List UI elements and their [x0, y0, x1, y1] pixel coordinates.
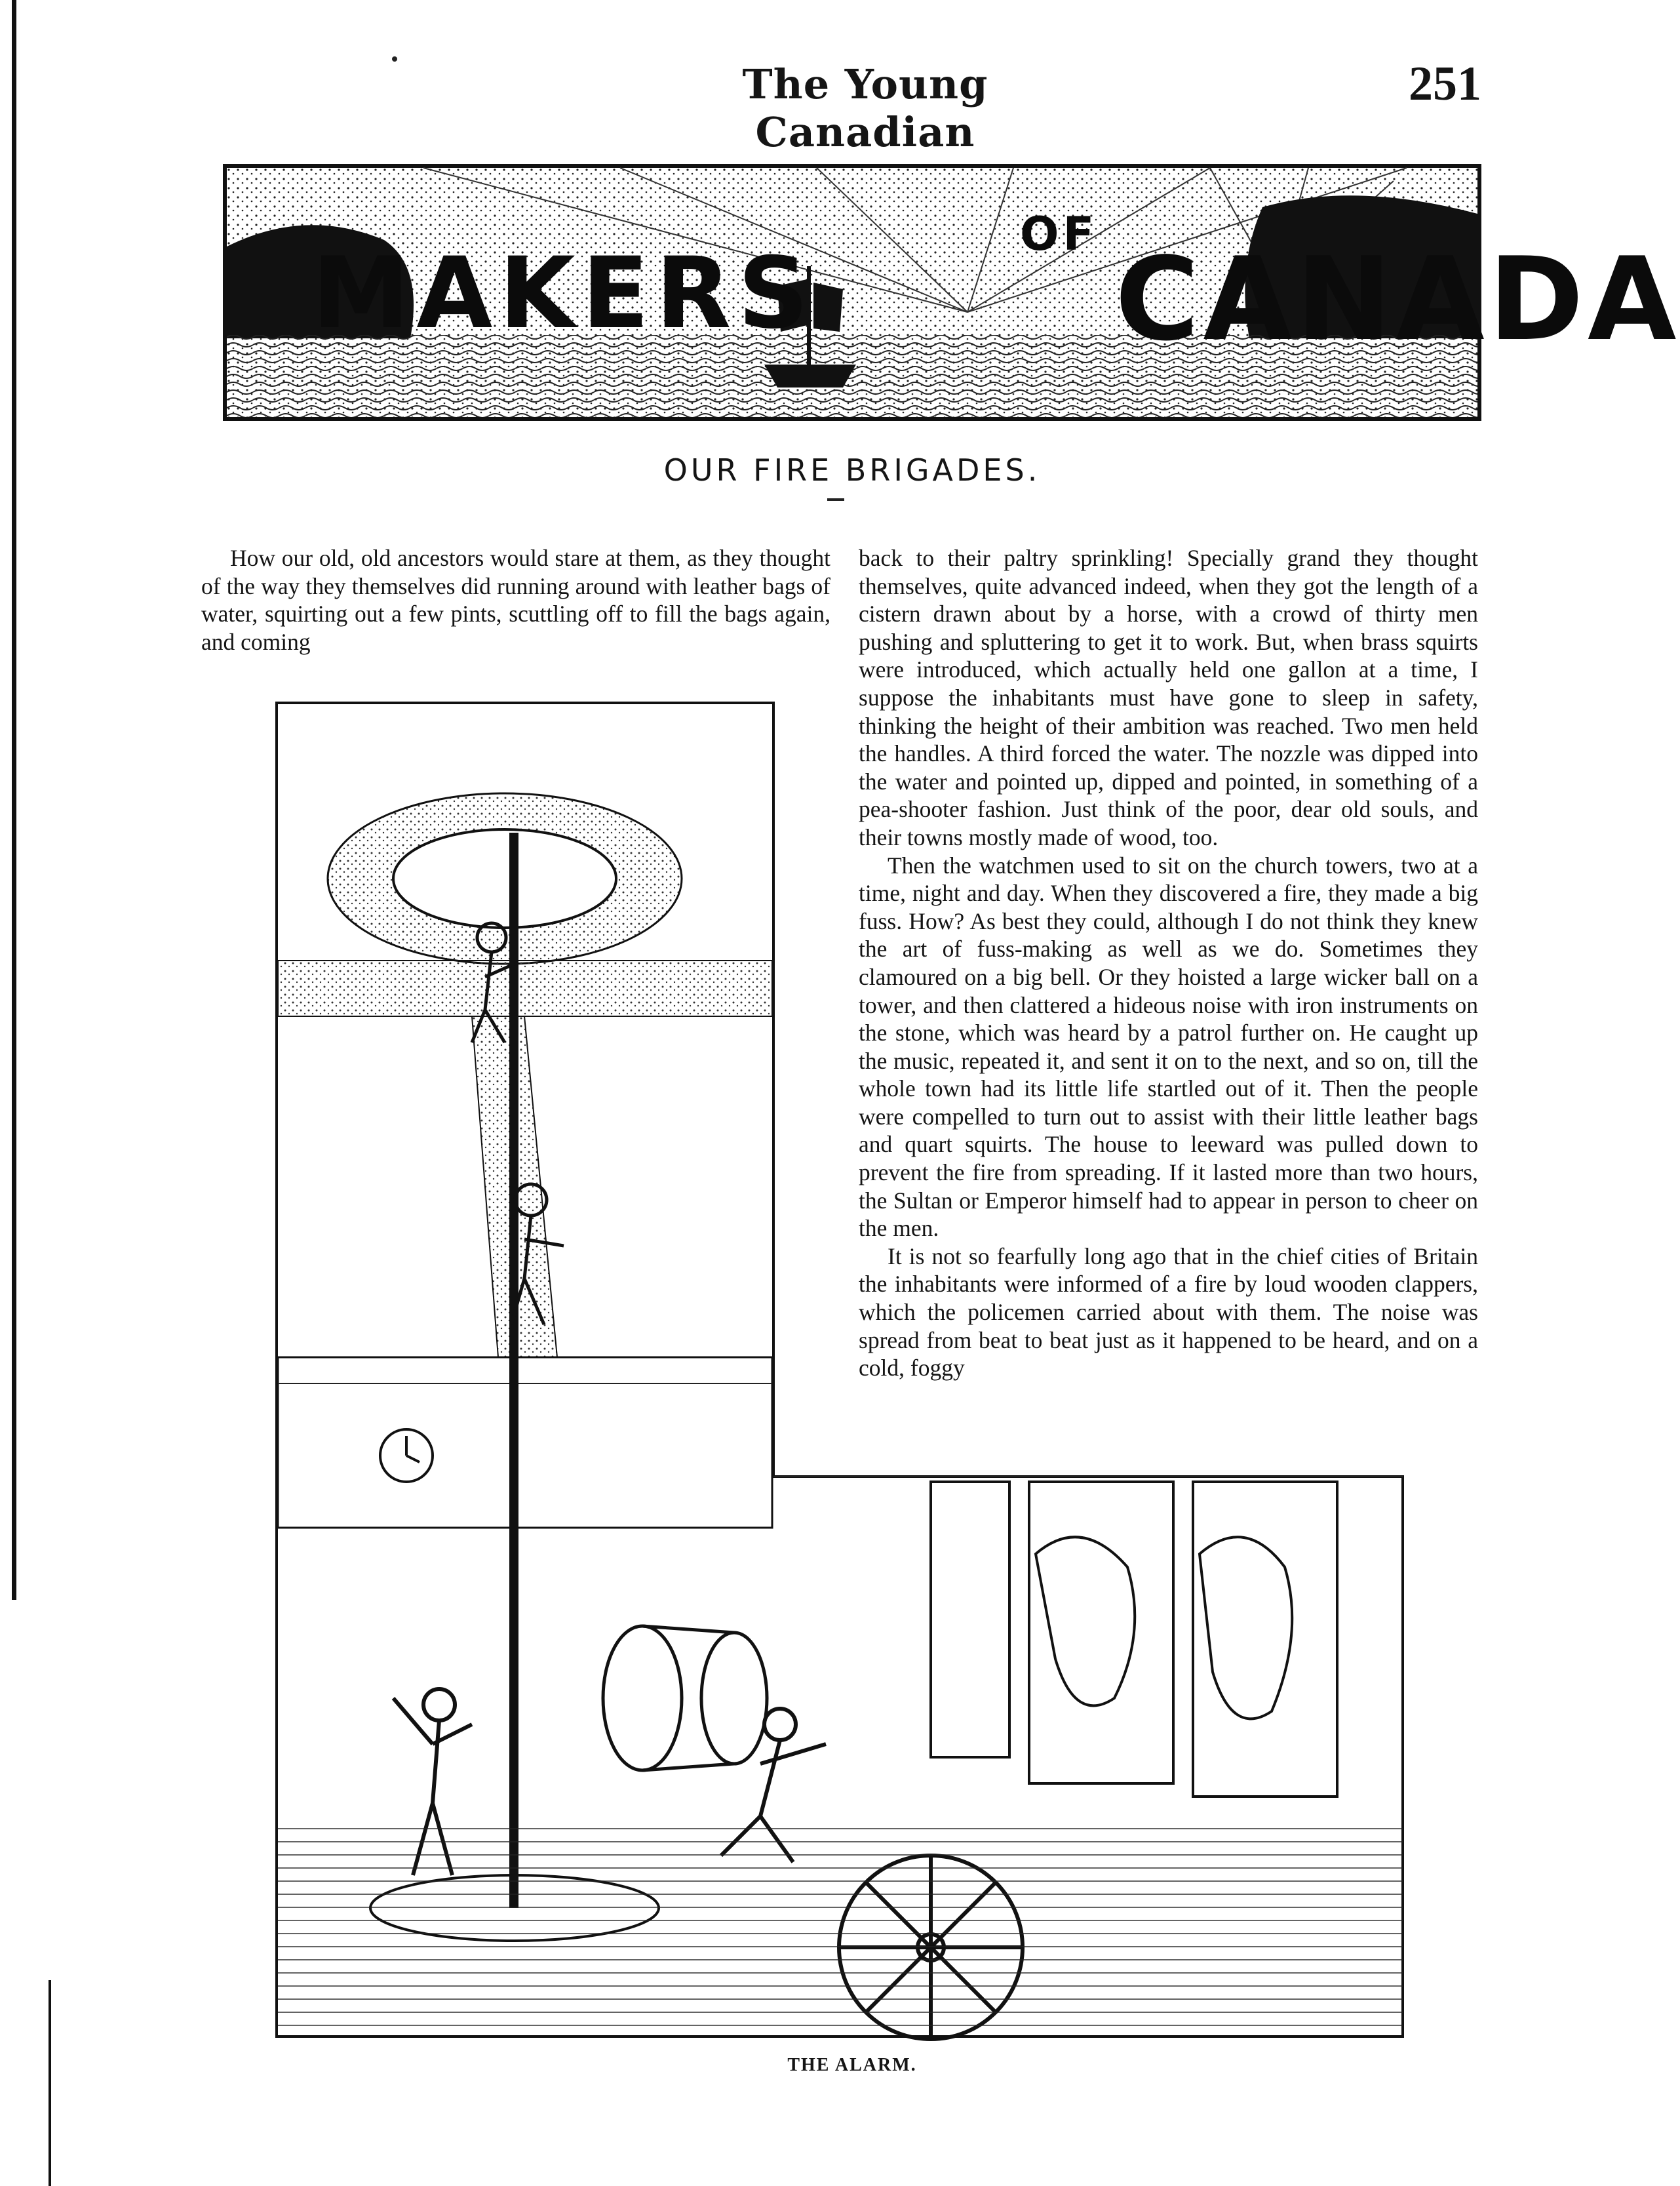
article-title: OUR FIRE BRIGADES. — [663, 452, 1041, 488]
magazine-title: The Young Canadian — [742, 60, 988, 156]
left-column — [201, 544, 830, 656]
fire-station-engraving — [275, 702, 1429, 2039]
banner-word-makers: MAKERS — [312, 237, 815, 351]
page-number: 251 — [1409, 57, 1481, 111]
illustration-caption: THE ALARM. — [787, 2055, 917, 2075]
left-paragraph-1: How our old, old ancestors would stare at them, as they thought of the way they themselves did running around with leather bags of water, squirting out a few pints, scuttling off to fill the bags again, and coming — [201, 545, 830, 655]
right-paragraph-3: It is not so fearfully long ago that in the chief cities of Britain the inhabitants were informed of a fire by loud wooden clappers, which the policemen carried about with them. The noise was spread from beat to beat just as it happened to be heard, and on a cold, foggy — [859, 1242, 1478, 1381]
banner-word-of: OF — [1020, 207, 1099, 261]
right-paragraph-1: back to their paltry sprinkling! Specially grand they thought themselves, quite advanced indeed, when they got the length of a cistern drawn about by a horse, with a crowd of thirty men pushing and spluttering to get it to work. But, when brass squirts were introduced, which actually held one gallon at a time, I suppose the inhabitants must have gone to sleep in safety, thinking the height of their ambition was reached. Two men held the handles. A third forced the water. The nozzle was dipped into the water and pointed up, dipped and pointed, in something of a pea-shooter fashion. Just think of the poor, dear old souls, and their towns mostly made of wood, too. — [859, 545, 1478, 850]
ink-speck — [392, 56, 397, 62]
alarm-illustration — [275, 702, 1429, 2039]
makers-of-canada-banner — [223, 164, 1680, 421]
banner-word-canada: CANADA — [1115, 233, 1680, 367]
title-ornament-dash — [827, 498, 844, 501]
page-edge-rule-lower — [49, 1980, 51, 2186]
page-edge-rule — [12, 0, 16, 1600]
right-paragraph-2: Then the watchmen used to sit on the church towers, two at a time, night and day. When they discovered a fire, they made a big fuss. How? As best they could, although I do not think they knew the art of fuss-making as well as we do. Sometimes they clamoured on a big bell. Or they hoisted a large wicker ball on a tower, and then clattered a hideous noise with iron instruments on the stone, which was heard by a patrol further on. He caught up the music, repeated it, and sent it on to the next, and so on, till the whole town had its little life startled out of it. Then the people were compelled to turn out to assist with their little leather bags and quart squirts. The house to leeward was pulled down to prevent the fire from spreading. If it lasted more than two hours, the Sultan or Emperor himself had to appear in person to cheer on the men. — [859, 852, 1478, 1242]
